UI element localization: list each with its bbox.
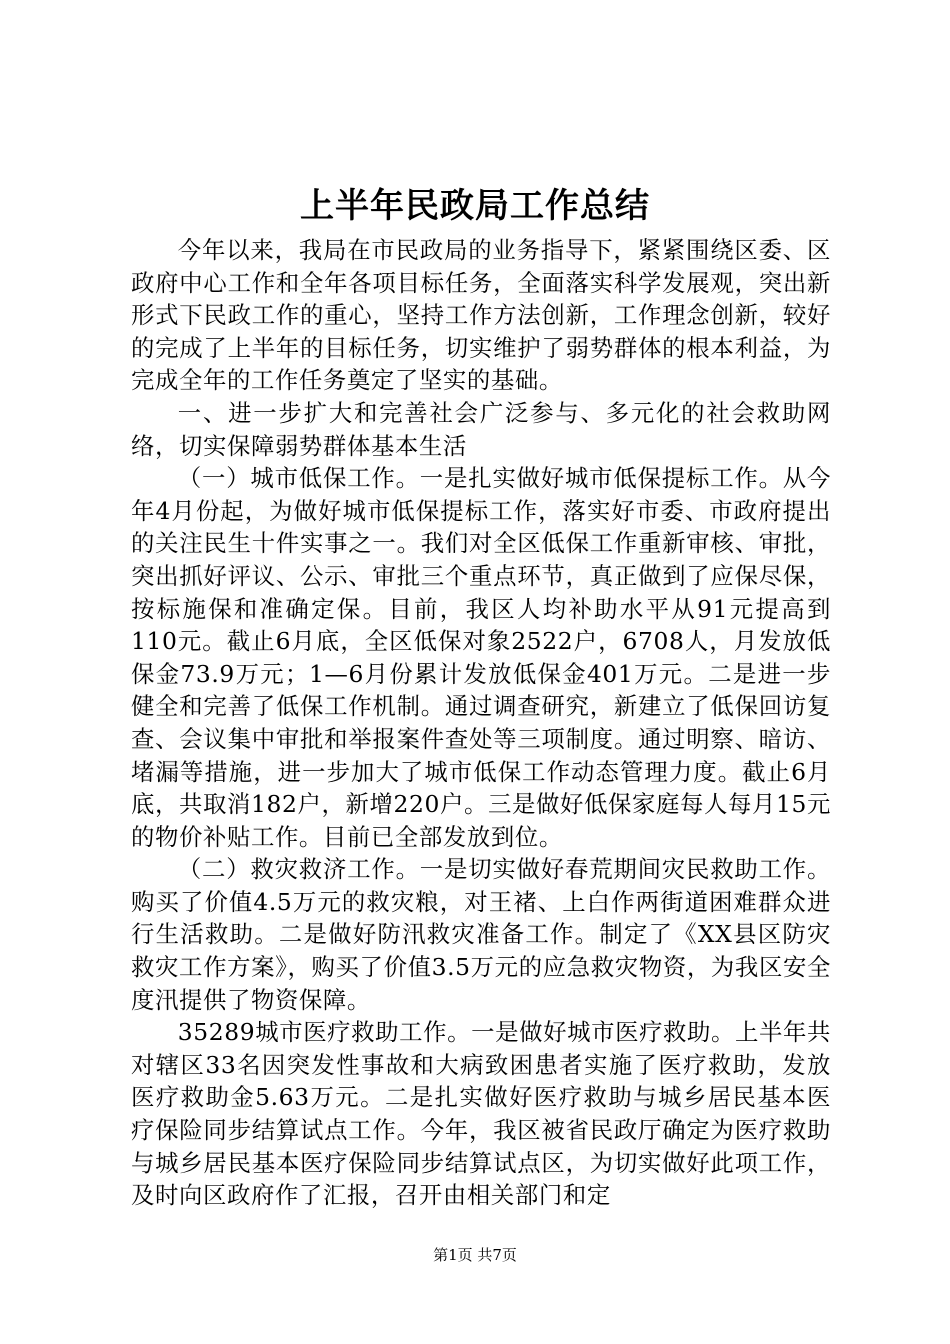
page-title: 上半年民政局工作总结 [300, 186, 650, 226]
paragraph-medical-aid: 35289城市医疗救助工作。一是做好城市医疗救助。上半年共对辖区33名因突发性事故和大病致困患者实施了医疗救助，发放医疗救助金5.63万元。二是扎实做好医疗救助与城乡居民基本医疗保险同步结算试点工作。今年，我区被省民政厅确定为医疗救助与城乡居民基本医疗保险同步结算试点区，为切实做好此项工作，及时向区政府作了汇报，召开由相关部门和定 [131, 1018, 831, 1210]
section-heading-1: 一、进一步扩大和完善社会广泛参与、多元化的社会救助网络，切实保障弱势群体基本生活 [131, 398, 831, 460]
paragraph-intro: 今年以来，我局在市民政局的业务指导下，紧紧围绕区委、区政府中心工作和全年各项目标任务，全面落实科学发展观，突出新形式下民政工作的重心，坚持工作方法创新，工作理念创新，较好的完成了上半年的目标任务，切实维护了弱势群体的根本利益，为完成全年的工作任务奠定了坚实的基础。 [131, 236, 831, 395]
document-body [131, 234, 831, 1212]
page-footer: 第1页 共7页 [433, 1246, 517, 1264]
paragraph-disaster-relief: （二）救灾救济工作。一是切实做好春荒期间灾民救助工作。购买了价值4.5万元的救灾粮，对王褚、上白作两街道困难群众进行生活救助。二是做好防汛救灾准备工作。制定了《XX县区防灾救灾工作方案》，购买了价值3.5万元的应急救灾物资，为我区安全度汛提供了物资保障。 [131, 855, 831, 1014]
paragraph-urban-dibao: （一）城市低保工作。一是扎实做好城市低保提标工作。从今年4月份起，为做好城市低保提标工作，落实好市委、市政府提出的关注民生十件实事之一。我们对全区低保工作重新审核、审批，突出抓好评议、公示、审批三个重点环节，真正做到了应保尽保，按标施保和准确定保。目前，我区人均补助水平从91元提高到110元。截止6月底，全区低保对象2522户，6708人，月发放低保金73.9万元；1—6月份累计发放低保金401万元。二是进一步健全和完善了低保工作机制。通过调查研究，新建立了低保回访复查、会议集中审批和举报案件查处等三项制度。通过明察、暗访、堵漏等措施，进一步加大了城市低保工作动态管理力度。截止6月底，共取消182户，新增220户。三是做好低保家庭每人每月15元的物价补贴工作。目前已全部发放到位。 [131, 464, 831, 851]
